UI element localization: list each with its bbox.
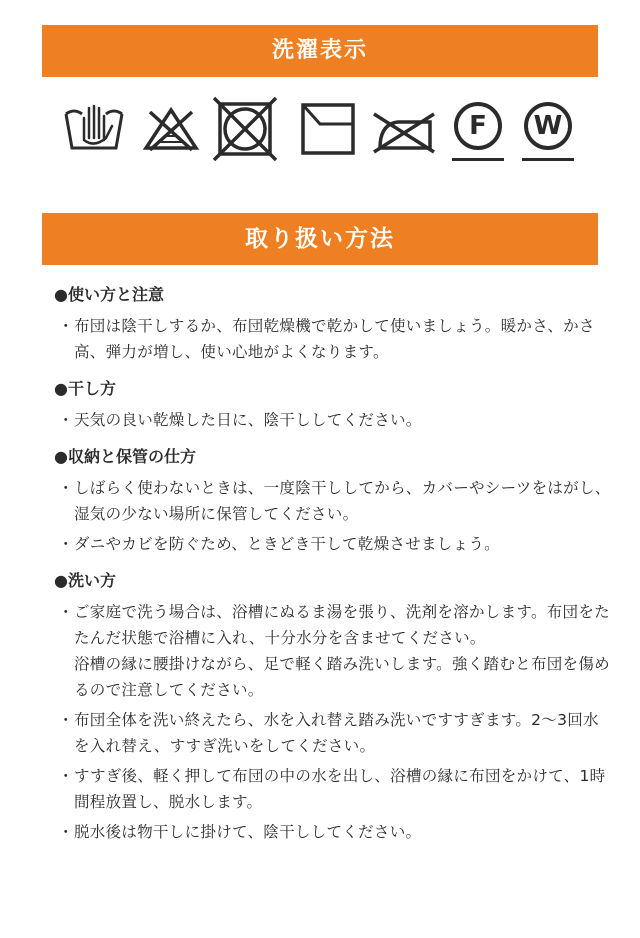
instruction-item: [54, 475, 614, 527]
bullet-mark: ・: [58, 535, 74, 553]
instruction-item: [54, 531, 614, 557]
no-tumble-dry-icon: [212, 96, 278, 162]
instruction-section: [54, 377, 614, 433]
bullet-mark: ・: [58, 479, 74, 497]
instruction-item: [54, 599, 614, 703]
instruction-text: 布団全体を洗い終えたら、水を入れ替え踏み洗いですすぎます。2〜3回水を入れ替え、すすぎ洗いをしてください。: [74, 711, 599, 755]
instruction-text: しばらく使わないときは、一度陰干ししてから、カバーやシーツをはがし、湿気の少ない場所に保管してください。: [74, 479, 611, 523]
wet-clean-letter: W: [524, 102, 572, 150]
bullet-mark: ・: [58, 411, 74, 429]
instruction-item: [54, 407, 614, 433]
bullet-mark: ・: [58, 317, 74, 335]
instruction-section: [54, 569, 614, 845]
dry-in-shade-icon: [300, 102, 356, 156]
instruction-section: [54, 283, 614, 365]
section-heading: ●使い方と注意: [54, 285, 164, 304]
instruction-text: 脱水後は物干しに掛けて、陰干ししてください。: [74, 823, 422, 841]
care-symbols-row: [62, 100, 582, 174]
instruction-item: [54, 819, 614, 845]
instruction-text: ダニやカビを防ぐため、ときどき干して乾燥させましょう。: [74, 535, 500, 553]
bullet-mark: ・: [58, 767, 74, 785]
section-heading: ●収納と保管の仕方: [54, 447, 196, 466]
instruction-section: [54, 445, 614, 557]
no-iron-icon: [370, 110, 438, 154]
instruction-text: 浴槽の縁に腰掛けながら、足で軽く踏み洗いします。強く踏むと布団を傷めるので注意してください。: [74, 655, 610, 699]
bullet-mark: ・: [58, 711, 74, 729]
no-bleach-icon: [142, 106, 200, 152]
handling-instructions: [54, 283, 614, 857]
bullet-mark: ・: [58, 603, 74, 621]
bullet-mark: ・: [58, 823, 74, 841]
instruction-item: [54, 707, 614, 759]
underline: [522, 158, 574, 161]
instruction-text: ご家庭で洗う場合は、浴槽にぬるま湯を張り、洗剤を溶かします。布団をたたんだ状態で浴槽に入れ、十分水分を含ませてください。: [74, 603, 610, 647]
instruction-item: [54, 313, 614, 365]
section-heading: ●干し方: [54, 379, 116, 398]
instruction-item: [54, 763, 614, 815]
handling-banner: 取り扱い方法: [42, 213, 598, 265]
instruction-text: 天気の良い乾燥した日に、陰干ししてください。: [74, 411, 422, 429]
care-label-banner: 洗濯表示: [42, 25, 598, 77]
dry-clean-letter: F: [454, 102, 502, 150]
hand-wash-icon: [62, 100, 126, 156]
wet-clean-w-icon: [524, 102, 572, 164]
section-heading: ●洗い方: [54, 571, 116, 590]
instruction-text: すすぎ後、軽く押して布団の中の水を出し、浴槽の縁に布団をかけて、1時間程放置し、脱水します。: [74, 767, 606, 811]
dry-clean-f-icon: [454, 102, 502, 164]
underline: [452, 158, 504, 161]
instruction-text: 布団は陰干しするか、布団乾燥機で乾かして使いましょう。暖かさ、かさ高、弾力が増し、使い心地がよくなります。: [74, 317, 595, 361]
